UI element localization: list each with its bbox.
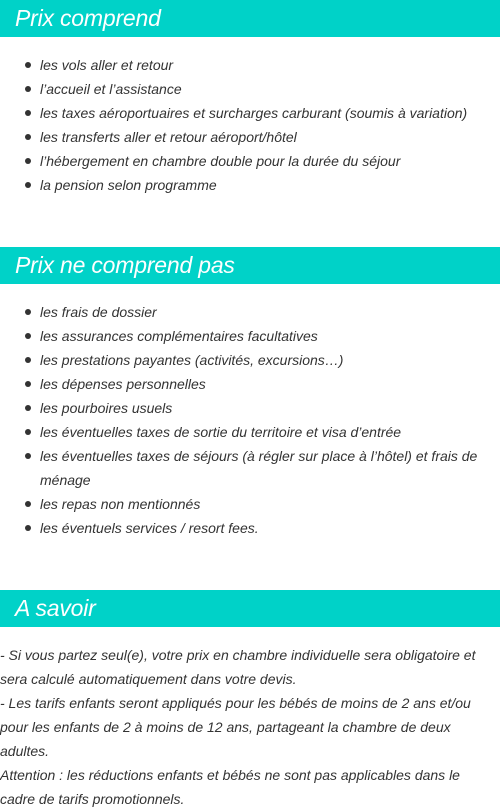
info-paragraph: - Si vous partez seul(e), votre prix en chambre individuelle sera obligatoire et sera calculé automatiquement dans votre devis. xyxy=(0,647,476,687)
list-item: l’hébergement en chambre double pour la durée du séjour xyxy=(0,149,500,173)
info-text xyxy=(0,643,500,811)
list-item: l’accueil et l’assistance xyxy=(0,77,500,101)
section-title-excluded: Prix ne comprend pas xyxy=(15,252,235,278)
section-info xyxy=(0,590,500,811)
list-item: les assurances complémentaires facultatives xyxy=(0,324,500,348)
included-list xyxy=(0,53,500,197)
list-item: les prestations payantes (activités, excursions…) xyxy=(0,348,500,372)
list-item: les dépenses personnelles xyxy=(0,372,500,396)
section-header-included xyxy=(0,0,500,37)
list-item: les éventuelles taxes de séjours (à régler sur place à l’hôtel) et frais de ménage xyxy=(0,444,500,492)
section-included xyxy=(0,0,500,197)
list-item: les éventuelles taxes de sortie du territoire et visa d’entrée xyxy=(0,420,500,444)
list-item: les pourboires usuels xyxy=(0,396,500,420)
list-item: les repas non mentionnés xyxy=(0,492,500,516)
info-paragraph: Attention : les réductions enfants et bébés ne sont pas applicables dans le cadre de tarifs promotionnels. xyxy=(0,767,460,807)
list-item: les transferts aller et retour aéroport/hôtel xyxy=(0,125,500,149)
section-title-included: Prix comprend xyxy=(15,5,161,31)
section-header-excluded xyxy=(0,247,500,284)
list-item: les taxes aéroportuaires et surcharges carburant (soumis à variation) xyxy=(0,101,500,125)
section-excluded xyxy=(0,247,500,540)
list-item: les vols aller et retour xyxy=(0,53,500,77)
excluded-list xyxy=(0,300,500,540)
section-title-info: A savoir xyxy=(15,595,96,621)
list-item: la pension selon programme xyxy=(0,173,500,197)
info-paragraph: - Les tarifs enfants seront appliqués pour les bébés de moins de 2 ans et/ou pour les enfants de 2 à moins de 12 ans, partageant la chambre de deux adultes. xyxy=(0,695,471,759)
list-item: les éventuels services / resort fees. xyxy=(0,516,500,540)
list-item: les frais de dossier xyxy=(0,300,500,324)
section-header-info xyxy=(0,590,500,627)
